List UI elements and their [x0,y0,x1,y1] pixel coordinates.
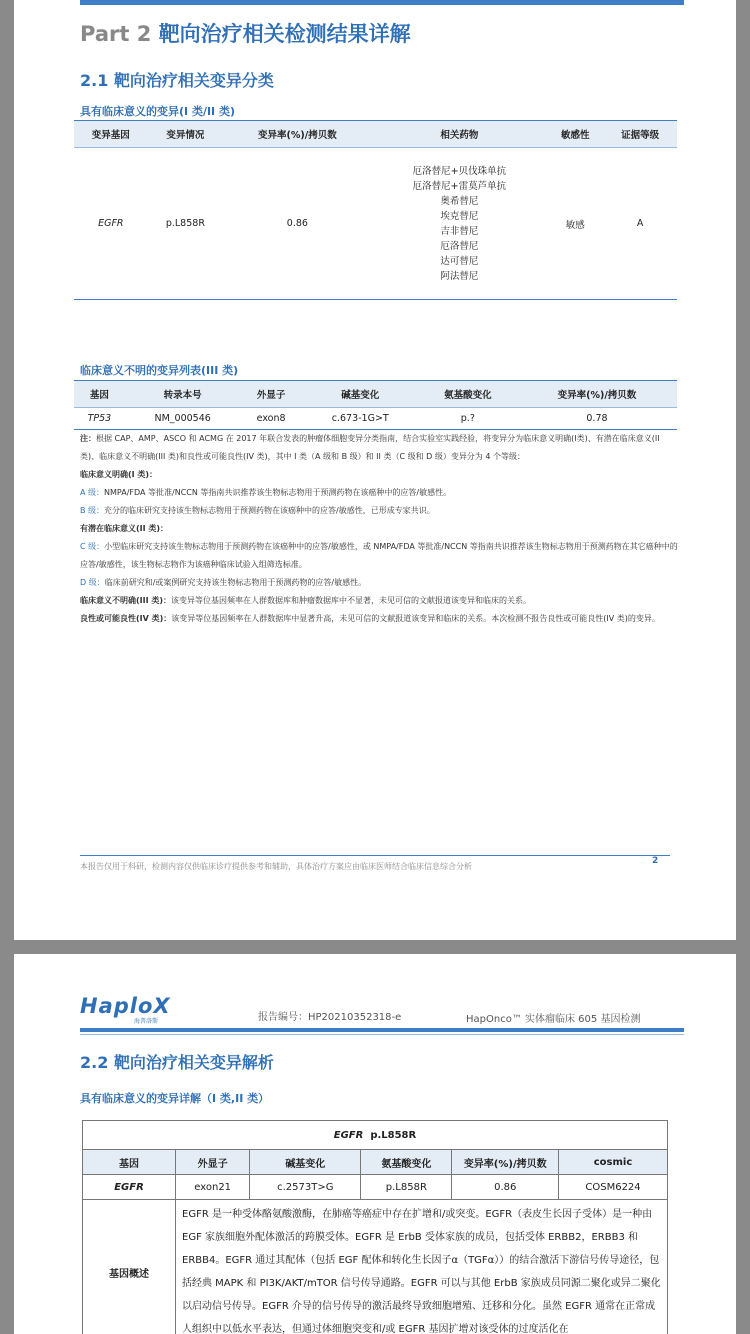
variant-detail-table [82,1120,668,1334]
aa-change-cell: p.? [419,408,517,430]
level-c-label: C 级： [80,542,105,551]
category-3-label: 临床意义不明确(III 类)： [80,596,172,605]
header-row [83,1150,668,1175]
col-header: 证据等级 [603,121,677,148]
clinical-variants-table [74,120,677,300]
category-1-title: 临床意义明确(I 类)： [80,470,158,479]
note-paragraph [80,430,678,466]
table-row [83,1175,668,1200]
level-a-label: A 级： [80,488,105,497]
page-number: 2 [652,856,659,866]
section-2-2-title: 2.2 靶向治疗相关变异解析 [80,1053,274,1072]
clinical-variants-heading: 具有临床意义的变异(I 类/II 类) [80,105,236,118]
drug-item: 奥希替尼 [440,195,479,207]
category-4-text: 该变异等位基因频率在人群数据库中显著升高，未见可信的文献报道该变异和临床的关系。本次检测不报告良性或可能良性(IV 类)的变异。 [171,614,660,623]
col-header: 外显子 [176,1150,250,1175]
product-name: HapOnco™ 实体瘤临床 605 基因检测 [466,1014,641,1025]
level-d [80,574,678,592]
category-3-text: 该变异等位基因频率在人群数据库和肿瘤数据库中不显著，未见可信的文献报道该变异和临床的关系。 [171,596,532,605]
footer-disclaimer: 本报告仅用于科研，检测内容仅供临床诊疗提供参考和辅助，具体治疗方案应由临床医师结合临床信息综合分析 [80,862,472,871]
level-b [80,502,678,520]
gene-cell: EGFR [74,148,148,300]
col-header: 氨基酸变化 [419,381,517,408]
table-title-row [83,1121,668,1150]
header-rule [80,1028,684,1032]
gene-cell: TP53 [74,408,125,430]
col-header: 基因 [74,381,125,408]
exon-cell: exon8 [240,408,301,430]
title-variant: p.L858R [370,1129,417,1141]
section-2-1-title: 2.1 靶向治疗相关变异分类 [80,71,274,90]
table-title [83,1121,668,1150]
footer-rule [80,855,670,856]
col-header: 碱基变化 [250,1150,361,1175]
level-c [80,538,678,574]
vus-heading: 临床意义不明的变异列表(III 类) [80,364,239,377]
col-header: 变异率(%)/拷贝数 [223,121,371,148]
rate-cell: 0.78 [517,408,677,430]
rate-cell: 0.86 [223,148,371,300]
col-header: 变异率(%)/拷贝数 [517,381,677,408]
table-row [74,408,677,430]
level-d-text: 临床前研究和/或案例研究支持该生物标志物用于预测药物的应答/敏感性。 [104,578,367,587]
part-title [80,18,411,48]
col-header: 变异情况 [148,121,224,148]
level-d-label: D 级： [80,578,105,587]
top-rule [80,0,684,5]
header-rule-thin [80,1034,684,1035]
col-header: 转录本号 [125,381,241,408]
base-change-cell: c.673-1G>T [302,408,419,430]
report-number: 报告编号：HP20210352318-e [258,1012,402,1023]
level-b-label: B 级： [80,506,105,515]
cosmic-cell: COSM6224 [559,1175,668,1200]
haplox-logo: HaploX [80,994,171,1018]
col-header: 变异率(%)/拷贝数 [452,1150,559,1175]
category-4 [80,610,678,628]
transcript-cell: NM_000546 [125,408,241,430]
variant-cell: p.L858R [148,148,224,300]
col-header: 外显子 [240,381,301,408]
col-header: 基因 [83,1150,176,1175]
col-header: 氨基酸变化 [361,1150,452,1175]
overview-label: 基因概述 [83,1200,176,1334]
note-label: 注： [80,434,96,443]
drug-list [372,148,548,300]
base-change-cell: c.2573T>G [250,1175,361,1200]
col-header: 变异基因 [74,121,148,148]
part-title-text: 靶向治疗相关检测结果详解 [158,22,411,46]
part-prefix: Part 2 [80,22,152,46]
drug-item: 达可替尼 [440,255,479,267]
category-2-title: 有潜在临床意义(II 类)： [80,524,169,533]
drug-item: 阿法替尼 [440,270,479,282]
category-4-label: 良性或可能良性(IV 类)： [80,614,172,623]
drug-item: 厄洛替尼 [440,240,479,252]
title-gene: EGFR [333,1129,364,1141]
col-header: 相关药物 [372,121,548,148]
aa-change-cell: p.L858R [361,1175,452,1200]
report-page-2 [14,0,736,940]
drug-item: 厄洛替尼+贝伐珠单抗 [412,165,507,177]
note-text: 根据 CAP、AMP、ASCO 和 ACMG 在 2017 年联合发表的肿瘤体细胞变异分类指南，结合实验室实践经验，将变异分为临床意义明确(I类)、有潜在临床意义(II 类)、临床意义不明确(III 类)和良性或可能良性(IV 类)，其中 I 类（A 级和 B 级）和 II 类（C 级和 D 级）变异分为 4 个等级： [80,434,660,461]
level-c-text: 小型临床研究支持该生物标志物用于预测药物在该癌种中的应答/敏感性，或 NMPA/FDA 等批准/NCCN 等指南共识推荐该生物标志物用于预测药物在其它癌种中的应答/敏感性，该生物标志物作为该癌种临床试验入组筛选标准。 [80,542,678,569]
detail-heading: 具有临床意义的变异详解（I 类,II 类） [80,1092,270,1105]
report-page-3 [14,954,736,1334]
exon-cell: exon21 [176,1175,250,1200]
vus-table [74,380,677,430]
table-row [74,148,677,300]
gene-overview-text: EGFR 是一种受体酪氨酸激酶，在肺癌等癌症中存在扩增和/或突变。EGFR（表皮生长因子受体）是一种由 EGF 家族细胞外配体激活的跨膜受体。EGFR 是 ErbB 受体家族的成员，包括受体 ERBB2，ERBB3 和 ERBB4。EGFR 通过其配体（包括 EGF 配体和转化生长因子α（TGFα））的结合激活下游信号传导途径，包括经典 MAPK 和 PI3K/AKT/mTOR 信号传导通路。EGFR 可以与其他 ErbB 家族成员同源二聚化或异二聚化以启动信号传导。EGFR 介导的信号传导的激活最终导致细胞增殖、迁移和分化。虽然 EGFR 通常在正常成人组织中以低水平表达，但通过体细胞突变和/或 EGFR 基因扩增对该受体的过度活化在 [176,1200,668,1334]
sensitivity-cell: 敏感 [547,148,603,300]
evidence-level-cell: A [603,148,677,300]
col-header: 敏感性 [547,121,603,148]
level-a-text: NMPA/FDA 等批准/NCCN 等指南共识推荐该生物标志物用于预测药物在该癌种中的应答/敏感性。 [104,488,452,497]
col-header: cosmic [559,1150,668,1175]
haplox-logo-subtitle: 海普洛斯 [134,1018,159,1025]
rate-cell: 0.86 [452,1175,559,1200]
col-header: 碱基变化 [302,381,419,408]
category-3 [80,592,678,610]
drug-item: 厄洛替尼+雷莫芦单抗 [412,180,507,192]
classification-notes [80,430,678,628]
gene-cell: EGFR [83,1175,176,1200]
drug-item: 埃克替尼 [440,210,479,222]
drug-item: 吉非替尼 [440,225,479,237]
level-b-text: 充分的临床研究支持该生物标志物用于预测药物在该癌种中的应答/敏感性，已形成专家共识。 [104,506,435,515]
level-a [80,484,678,502]
overview-row [83,1200,668,1334]
